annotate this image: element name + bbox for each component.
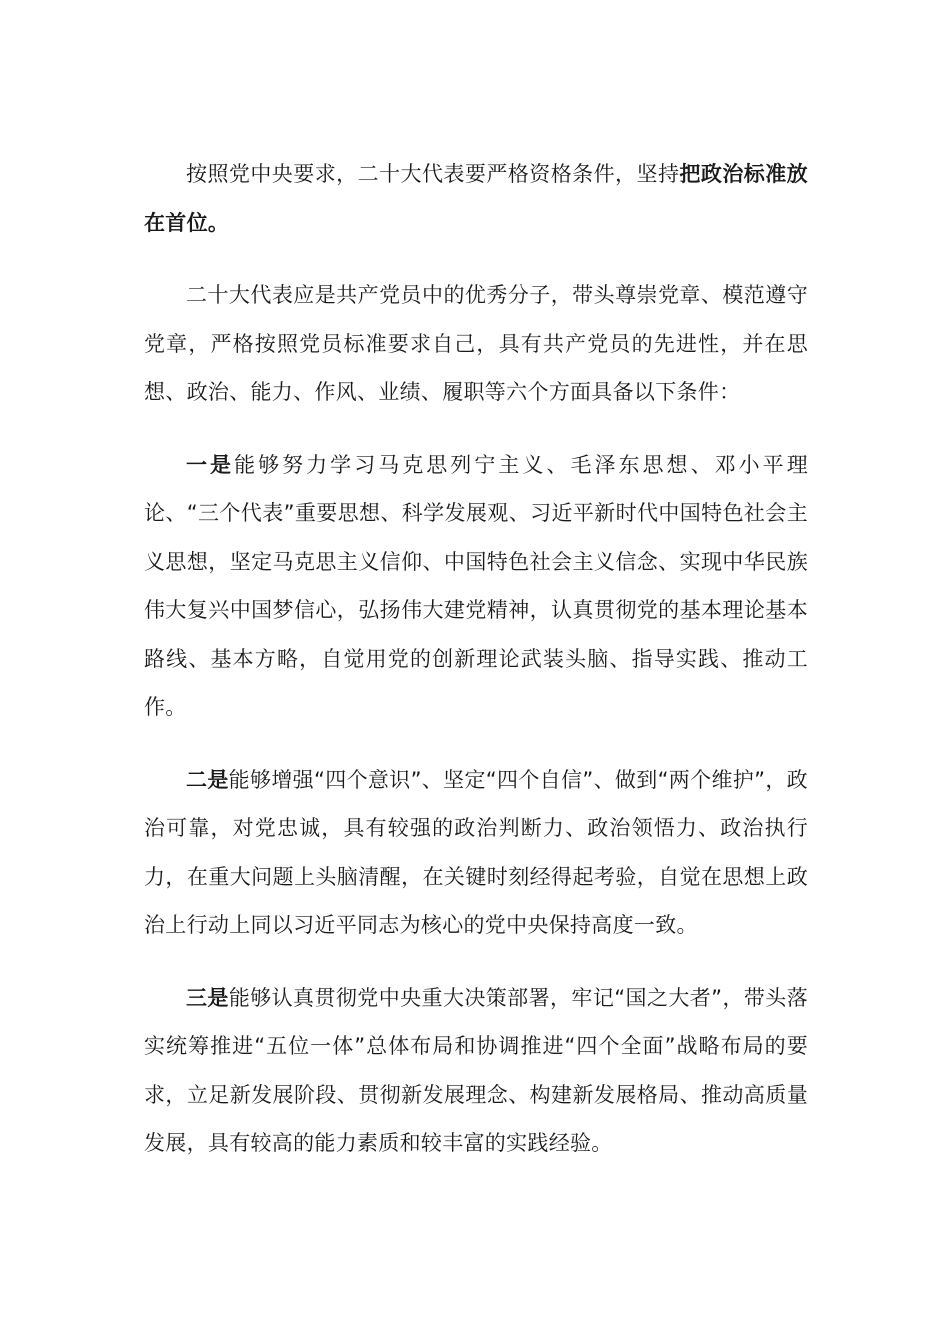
paragraph-intro-emphasis: 把政治标准放在首位。: [144, 162, 808, 235]
paragraph-conditions-text: 二十大代表应是共产党员中的优秀分子，带头尊崇党章、模范遵守党章，严格按照党员标准要求自己，具有共产党员的先进性，并在思想、政治、能力、作风、业绩、履职等六个方面具备以下条件：: [144, 283, 808, 404]
condition-one-label: 一是: [186, 452, 235, 477]
condition-three-text: 能够认真贯彻党中央重大决策部署，牢记“国之大者”，带头落实统筹推进“五位一体”总体布局和协调推进“四个全面”战略布局的要求，立足新发展阶段、贯彻新发展理念、构建新发展格局、推动高质量发展，具有较高的能力素质和较丰富的实践经验。: [144, 985, 808, 1155]
document-page: [144, 150, 808, 1192]
paragraph-condition-two: [144, 756, 808, 950]
condition-two-text: 能够增强“四个意识”、坚定“四个自信”、做到“两个维护”，政治可靠，对党忠诚，具有较强的政治判断力、政治领悟力、政治执行力，在重大问题上头脑清醒，在关键时刻经得起考验，自觉在思想上政治上行动上同以习近平同志为核心的党中央保持高度一致。: [144, 767, 808, 937]
paragraph-intro-text: 按照党中央要求，二十大代表要严格资格条件，坚持: [186, 162, 680, 186]
condition-two-label: 二是: [186, 767, 229, 792]
paragraph-condition-three: [144, 974, 808, 1168]
condition-one-text: 能够努力学习马克思列宁主义、毛泽东思想、邓小平理论、“三个代表”重要思想、科学发展观、习近平新时代中国特色社会主义思想，坚定马克思主义信仰、中国特色社会主义信念、实现中华民族伟大复兴中国梦信心，弘扬伟大建党精神，认真贯彻党的基本理论基本路线、基本方略，自觉用党的创新理论武装头脑、指导实践、推动工作。: [144, 452, 808, 719]
paragraph-intro: [144, 150, 808, 247]
paragraph-conditions: [144, 271, 808, 417]
paragraph-condition-one: [144, 441, 808, 732]
condition-three-label: 三是: [186, 985, 229, 1010]
